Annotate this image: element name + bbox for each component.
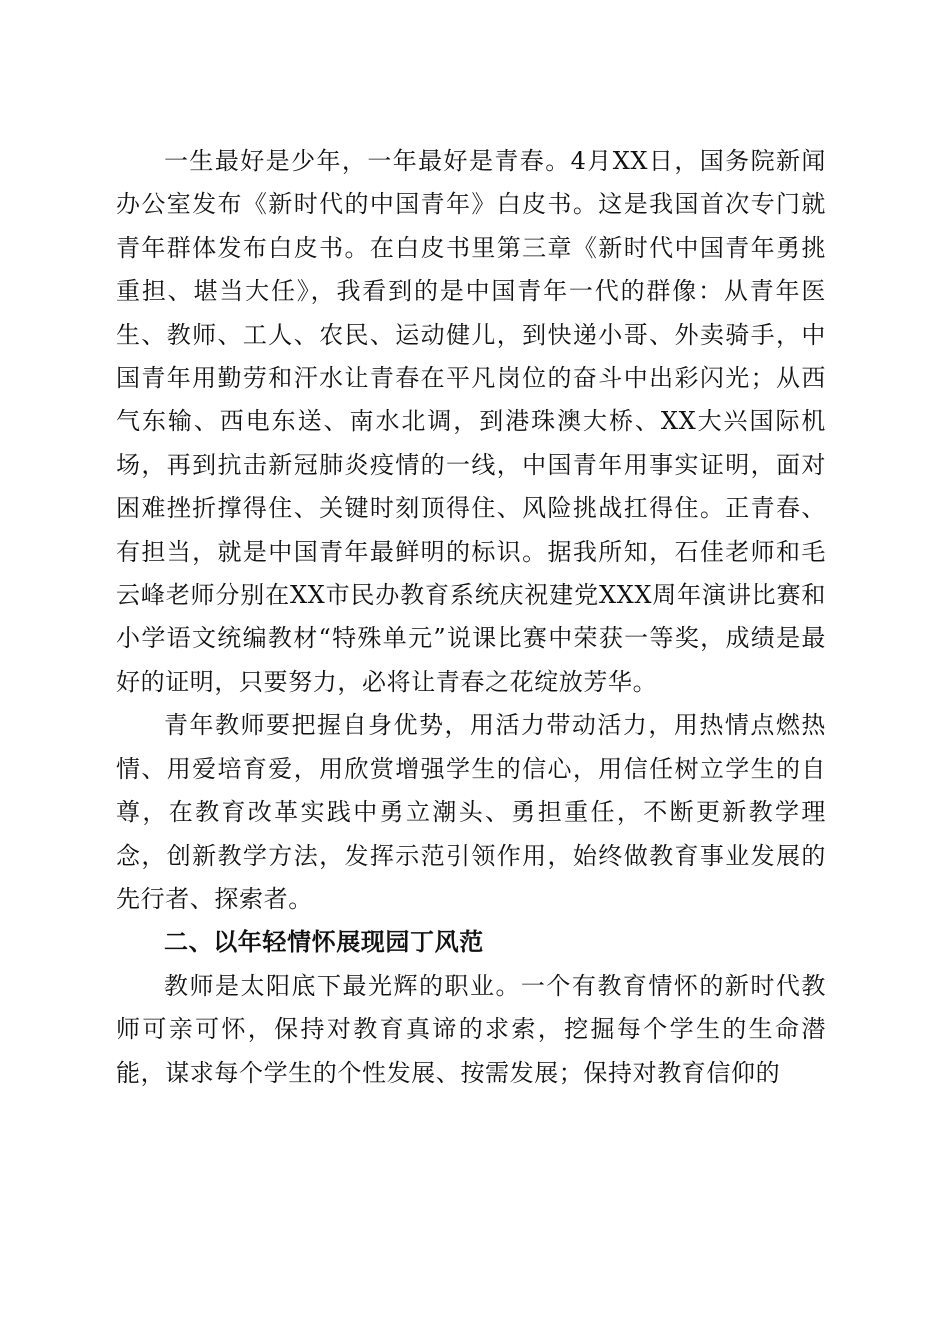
paragraph-youth-whitepaper: 一生最好是少年，一年最好是青春。4月XX日，国务院新闻办公室发布《新时代的中国青年》白皮书。这是我国首次专门就青年群体发布白皮书。在白皮书里第三章《新时代中国青年勇挑重担、堪当大任》，我看到的是中国青年一代的群像：从青年医生、教师、工人、农民、运动健儿，到快递小哥、外卖骑手，中国青年用勤劳和汗水让青春在平凡岗位的奋斗中出彩闪光；从西气东输、西电东送、南水北调，到港珠澳大桥、XX大兴国际机场，再到抗击新冠肺炎疫情的一线，中国青年用事实证明，面对困难挫折撑得住、关键时刻顶得住、风险挑战扛得住。正青春、有担当，就是中国青年最鲜明的标识。据我所知，石佳老师和毛云峰老师分别在XX市民办教育系统庆祝建党XXX周年演讲比赛和小学语文统编教材“特殊单元”说课比赛中荣获一等奖，成绩是最好的证明，只要努力，必将让青春之花绽放芳华。 [116, 147, 826, 696]
document-body [116, 140, 826, 1095]
paragraph-young-teachers: 青年教师要把握自身优势，用活力带动活力，用热情点燃热情、用爱培育爱，用欣赏增强学生的信心，用信任树立学生的自尊，在教育改革实践中勇立潮头、勇担重任，不断更新教学理念，创新教学方法，发挥示范引领作用，始终做教育事业发展的先行者、探索者。 [116, 711, 826, 913]
paragraph-teacher-profession: 教师是太阳底下最光辉的职业。一个有教育情怀的新时代教师可亲可怀，保持对教育真谛的求索，挖掘每个学生的生命潜能，谋求每个学生的个性发展、按需发展；保持对教育信仰的 [116, 971, 826, 1087]
section-heading: 二、以年轻情怀展现园丁风范 [164, 928, 484, 957]
